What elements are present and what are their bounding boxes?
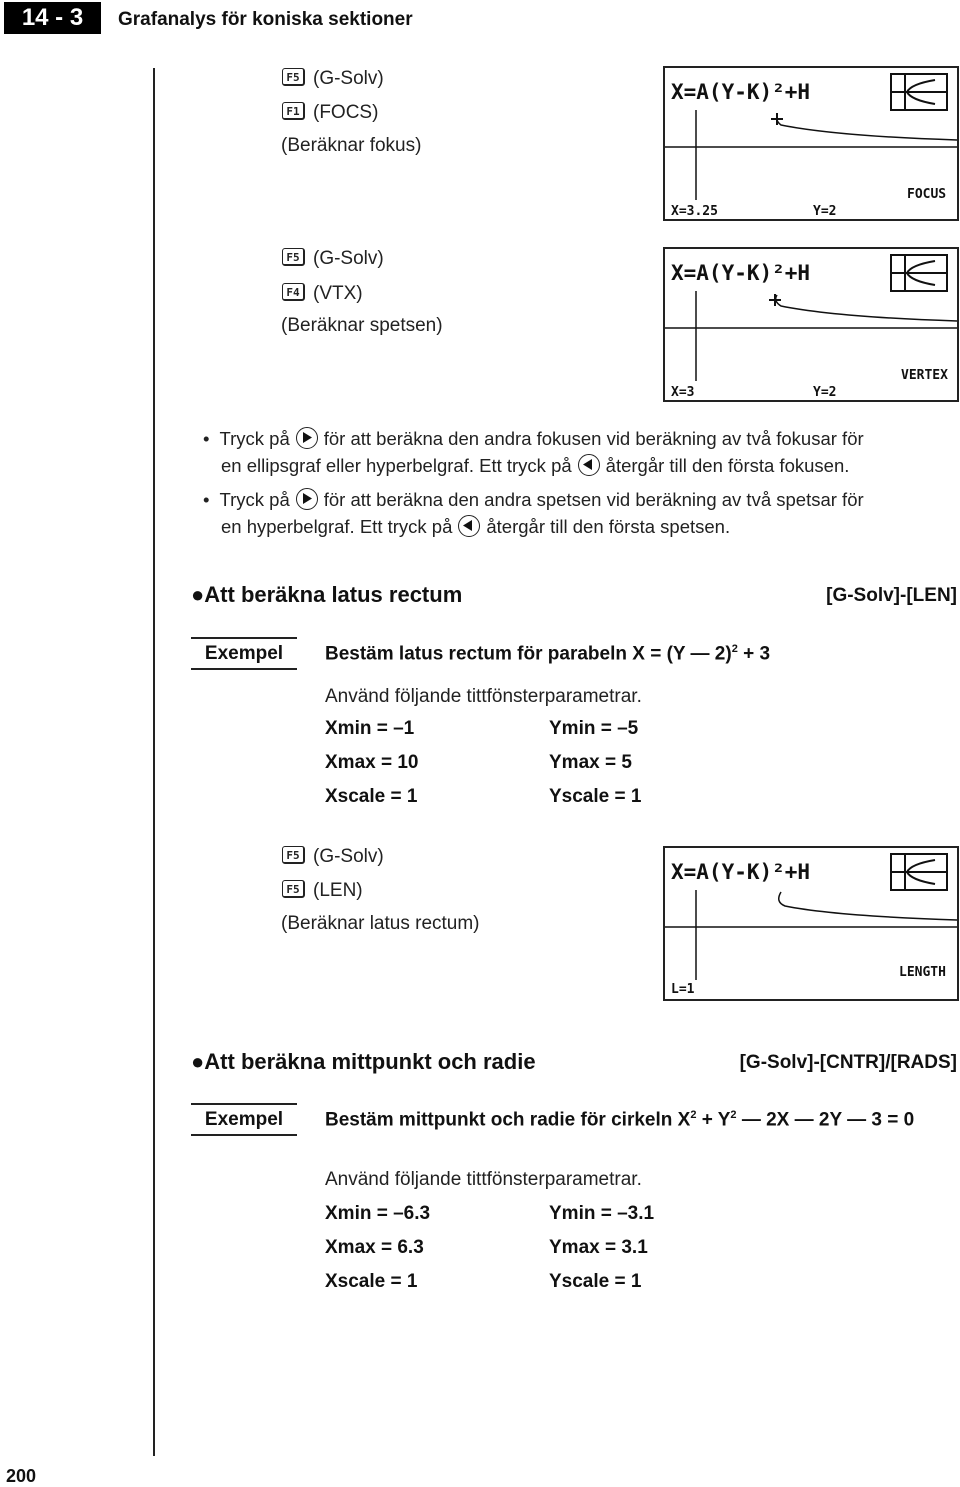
section-heading: ●Att beräkna mittpunkt och radie xyxy=(191,1049,536,1074)
f5-key-icon: F5 xyxy=(282,846,305,864)
bullet-item xyxy=(203,426,864,452)
param-right: Ymin = –5 xyxy=(549,718,639,739)
bullet-text: en ellipsgraf eller hyperbelgraf. Ett tryck på xyxy=(221,455,572,476)
param-right: Ymax = 3.1 xyxy=(549,1237,648,1258)
step-label: (G-Solv) xyxy=(313,248,384,269)
window-icon xyxy=(891,74,947,110)
step-label: (LEN) xyxy=(313,880,363,901)
screen-menu-label: VERTEX xyxy=(901,368,948,383)
step-label: (VTX) xyxy=(313,283,363,304)
param-right: Ymax = 5 xyxy=(549,752,632,773)
bullet-text: Tryck på xyxy=(219,489,290,510)
step-note: (Beräknar spetsen) xyxy=(281,315,443,336)
screen-menu-label: LENGTH xyxy=(899,965,946,980)
screen-x-readout: X=3.25 xyxy=(671,204,718,219)
step-vtx xyxy=(282,281,363,307)
example-rule xyxy=(191,668,297,670)
example-text: Bestäm latus rectum för parabeln X = (Y — 2)$^2$ + 3 xyxy=(325,643,771,665)
screen-y-readout: Y=2 xyxy=(813,204,837,219)
f5-key-icon: F5 xyxy=(282,248,305,266)
command-path: [G-Solv]-[LEN] xyxy=(826,585,957,606)
bullet-icon: • xyxy=(203,489,210,510)
cursor-cross xyxy=(771,113,783,125)
right-arrow-key-icon xyxy=(296,427,318,449)
parabola-curve xyxy=(777,119,957,140)
margin-rule xyxy=(153,68,155,1456)
heading-bullet-icon: ● xyxy=(191,582,205,607)
bullet-text: återgår till den första spetsen. xyxy=(486,516,731,537)
command-path: [G-Solv]-[CNTR]/[RADS] xyxy=(739,1052,957,1073)
step-focs xyxy=(282,100,378,126)
example-text: Bestäm mittpunkt och radie för cirkeln $X^2 + Y^2$ — 2X — 2Y — 3 = 0 xyxy=(325,1109,915,1131)
bullet-item-cont xyxy=(221,453,849,479)
example-label: Exempel xyxy=(204,1109,284,1130)
parabola-curve xyxy=(779,892,957,920)
bullet-text: Tryck på xyxy=(219,428,290,449)
screen-x-readout: X=3 xyxy=(671,385,695,400)
step-len xyxy=(282,878,363,904)
step-note: (Beräknar latus rectum) xyxy=(281,913,480,934)
bullet-text: för att beräkna den andra spetsen vid beräkning av två spetsar för xyxy=(323,489,864,510)
section-title: Grafanalys för koniska sektioner xyxy=(118,9,413,30)
params-intro: Använd följande tittfönsterparametrar. xyxy=(325,686,642,707)
bullet-item xyxy=(203,487,864,513)
step-g-solv xyxy=(282,66,384,92)
example-rule xyxy=(191,637,297,639)
param-right: Yscale = 1 xyxy=(549,1271,642,1292)
param-left: Xmin = –1 xyxy=(325,718,415,739)
bullet-icon: • xyxy=(203,428,210,449)
step-label: (G-Solv) xyxy=(313,846,384,867)
f1-key-icon: F1 xyxy=(282,102,305,120)
screen-readout: L=1 xyxy=(671,982,695,997)
bullet-text: en hyperbelgraf. Ett tryck på xyxy=(221,516,453,537)
bullet-item-cont xyxy=(221,514,730,540)
section-heading: ●Att beräkna latus rectum xyxy=(191,582,463,607)
param-left: Xmax = 10 xyxy=(325,752,419,773)
bullet-text: återgår till den första fokusen. xyxy=(605,455,850,476)
right-arrow-key-icon xyxy=(296,488,318,510)
step-g-solv xyxy=(282,844,384,870)
parabola-curve xyxy=(776,295,957,321)
step-note: (Beräknar fokus) xyxy=(281,135,422,156)
param-left: Xmax = 6.3 xyxy=(325,1237,424,1258)
screen-menu-label: FOCUS xyxy=(907,187,947,202)
f4-key-icon: F4 xyxy=(282,283,305,301)
window-icon xyxy=(891,854,947,890)
screen-formula: X=A(Y-K)²+H xyxy=(671,261,811,285)
left-arrow-key-icon xyxy=(458,515,480,537)
example-rule xyxy=(191,1103,297,1105)
screen-formula: X=A(Y-K)²+H xyxy=(671,80,811,104)
param-right: Yscale = 1 xyxy=(549,786,642,807)
bullet-text: för att beräkna den andra fokusen vid beräkning av två fokusar för xyxy=(323,428,864,449)
heading-bullet-icon: ● xyxy=(191,1049,205,1074)
param-left: Xmin = –6.3 xyxy=(325,1203,431,1224)
param-left: Xscale = 1 xyxy=(325,786,418,807)
param-left: Xscale = 1 xyxy=(325,1271,418,1292)
param-right: Ymin = –3.1 xyxy=(549,1203,655,1224)
left-arrow-key-icon xyxy=(578,454,600,476)
f5-key-icon: F5 xyxy=(282,880,305,898)
calculator-screen-focus xyxy=(663,66,959,221)
screen-formula: X=A(Y-K)²+H xyxy=(671,860,811,884)
window-icon xyxy=(891,255,947,291)
step-label: (G-Solv) xyxy=(313,68,384,89)
example-label: Exempel xyxy=(204,643,284,664)
section-number-badge: 14 - 3 xyxy=(4,2,101,34)
page-number: 200 xyxy=(6,1466,37,1486)
step-label: (FOCS) xyxy=(313,102,379,123)
screen-y-readout: Y=2 xyxy=(813,385,837,400)
f5-key-icon: F5 xyxy=(282,68,305,86)
example-rule xyxy=(191,1134,297,1136)
params-intro: Använd följande tittfönsterparametrar. xyxy=(325,1169,642,1190)
step-g-solv xyxy=(282,246,384,272)
calculator-screen-vertex xyxy=(663,247,959,402)
calculator-screen-length xyxy=(663,846,959,1001)
